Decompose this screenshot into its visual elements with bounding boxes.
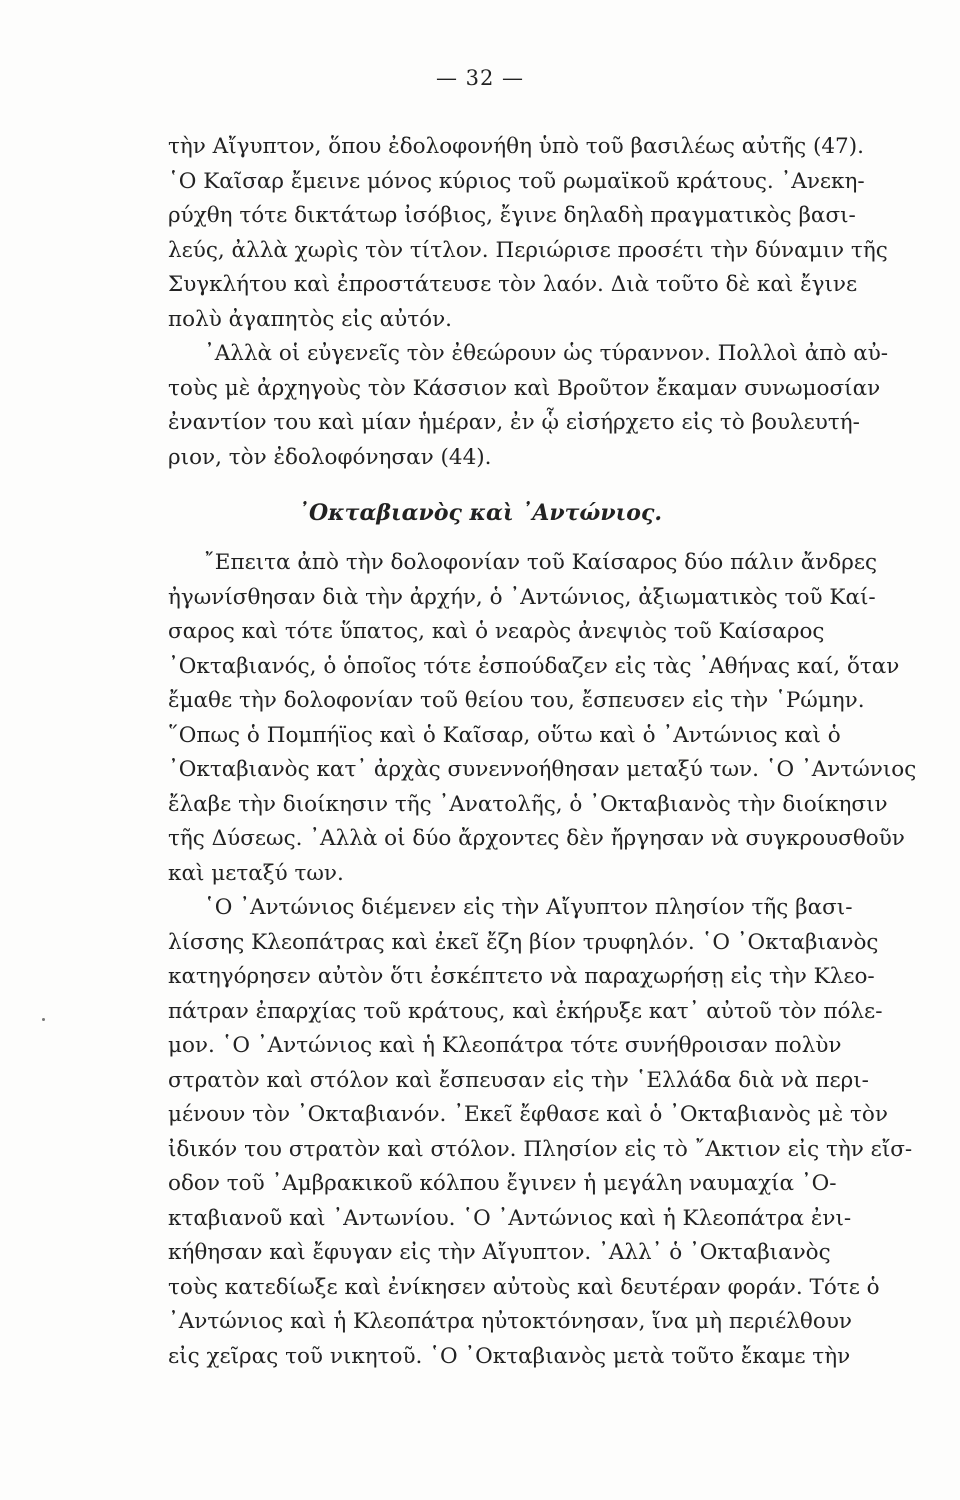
- text-line: πάτραν ἐπαρχίας τοῦ κράτους, καὶ ἐκήρυξε κατ᾿ αὐτοῦ τὸν πόλε-: [168, 998, 883, 1024]
- text-line: ἰδικόν του στρατὸν καὶ στόλον. Πλησίον εἰς τὸ ῎Ακτιον εἰς τὴν εἴσ-: [168, 1136, 913, 1162]
- paragraph-block-octavian-antony: [168, 546, 917, 1374]
- text-line: κήθησαν καὶ ἔφυγαν εἰς τὴν Αἴγυπτον. ᾿Αλλ᾿ ὁ ᾿Οκταβιανὸς: [168, 1240, 831, 1265]
- text-line: ῾Ο ᾿Αντώνιος διέμενεν εἰς τὴν Αἴγυπτον πλησίον τῆς βασι-: [204, 895, 853, 920]
- text-line: πολὺ ἀγαπητὸς εἰς αὐτόν.: [168, 306, 452, 332]
- text-line: ᾿Οκταβιανὸς κατ᾿ ἀρχὰς συνεννοήθησαν μεταξύ των. ῾Ο ᾿Αντώνιος: [168, 757, 917, 782]
- text-line: ῾Ο Καῖσαρ ἔμεινε μόνος κύριος τοῦ ρωμαϊκοῦ κράτους. ᾿Ανεκη-: [168, 168, 865, 194]
- text-line: ῎Επειτα ἀπὸ τὴν δολοφονίαν τοῦ Καίσαρος δύο πάλιν ἄνδρες: [204, 550, 878, 575]
- text-line: ρύχθη τότε δικτάτωρ ἰσόβιος, ἔγινε δηλαδὴ πραγματικὸς βασι-: [168, 203, 856, 228]
- text-line: λίσσης Κλεοπάτρας καὶ ἐκεῖ ἔζη βίον τρυφηλόν. ῾Ο ᾿Οκταβιανὸς: [168, 929, 879, 955]
- text-line: καὶ μεταξύ των.: [168, 860, 344, 886]
- text-line: μον. ῾Ο ᾿Αντώνιος καὶ ἡ Κλεοπάτρα τότε συνήθροισαν πολὺν: [168, 1033, 842, 1058]
- text-line: Συγκλήτου καὶ ἐπροστάτευσε τὸν λαόν. Διὰ τοῦτο δὲ καὶ ἔγινε: [168, 272, 858, 297]
- text-line: ᾿Αλλὰ οἱ εὐγενεῖς τὸν ἐθεώρουν ὡς τύραννον. Πολλοὶ ἀπὸ αὐ-: [204, 341, 889, 366]
- text-line: ἐναντίον του καὶ μίαν ἡμέραν, ἐν ᾧ εἰσήρχετο εἰς τὸ βουλευτή-: [168, 410, 860, 435]
- text-line: εἰς χεῖρας τοῦ νικητοῦ. ῾Ο ᾿Οκταβιανὸς μετὰ τοῦτο ἔκαμε τὴν: [168, 1343, 851, 1369]
- text-line: ἔλαβε τὴν διοίκησιν τῆς ᾿Ανατολῆς, ὁ ᾿Οκταβιανὸς τὴν διοίκησιν: [168, 791, 888, 817]
- text-line: τοὺς μὲ ἀρχηγοὺς τὸν Κάσσιον καὶ Βροῦτον ἔκαμαν συνωμοσίαν: [168, 375, 881, 401]
- text-line: τῆς Δύσεως. ᾿Αλλὰ οἱ δύο ἄρχοντες δὲν ἤργησαν νὰ συγκρουσθοῦν: [168, 826, 905, 851]
- text-line: σαρος καὶ τότε ὕπατος, καὶ ὁ νεαρὸς ἀνεψιὸς τοῦ Καίσαρος: [168, 619, 825, 644]
- text-line: ἔμαθε τὴν δολοφονίαν τοῦ θείου του, ἔσπευσεν εἰς τὴν ῾Ρώμην.: [168, 688, 865, 713]
- paragraph-block-caesar: [168, 130, 889, 475]
- page-number: — 32 —: [435, 66, 525, 90]
- text-line: ῞Οπως ὁ Πομπήϊος καὶ ὁ Καῖσαρ, οὕτω καὶ ὁ ᾿Αντώνιος καὶ ὁ: [168, 722, 841, 748]
- text-line: κταβιανοῦ καὶ ᾿Αντωνίου. ῾Ο ᾿Αντώνιος καὶ ἡ Κλεοπάτρα ἐνι-: [168, 1205, 852, 1231]
- text-line: κατηγόρησεν αὐτὸν ὅτι ἐσκέπτετο νὰ παραχωρήσῃ εἰς τὴν Κλεο-: [168, 964, 875, 989]
- text-line: ἠγωνίσθησαν διὰ τὴν ἀρχήν, ὁ ᾿Αντώνιος, ἀξιωματικὸς τοῦ Καί-: [168, 584, 876, 610]
- text-line: λεύς, ἀλλὰ χωρὶς τὸν τίτλον. Περιώρισε προσέτι τὴν δύναμιν τῆς: [168, 237, 888, 263]
- text-line: ᾿Αντώνιος καὶ ἡ Κλεοπάτρα ηὐτοκτόνησαν, ἵνα μὴ περιέλθουν: [168, 1309, 852, 1334]
- text-line: οδον τοῦ ᾿Αμβρακικοῦ κόλπου ἔγινεν ἡ μεγάλη ναυμαχία ᾿Ο-: [168, 1171, 837, 1196]
- text-line: στρατὸν καὶ στόλον καὶ ἔσπευσαν εἰς τὴν ῾Ελλάδα διὰ νὰ περι-: [168, 1067, 869, 1093]
- text-line: ᾿Οκταβιανός, ὁ ὁποῖος τότε ἐσπούδαζεν εἰς τὰς ᾿Αθήνας καί, ὅταν: [168, 653, 900, 679]
- text-line: ριον, τὸν ἐδολοφόνησαν (44).: [168, 444, 492, 470]
- section-heading: ᾿Οκταβιανὸς καὶ ᾿Αντώνιος.: [297, 500, 662, 526]
- text-line: μένουν τὸν ᾿Οκταβιανόν. ᾿Εκεῖ ἔφθασε καὶ ὁ ᾿Οκταβιανὸς μὲ τὸν: [168, 1102, 888, 1127]
- print-speck: [42, 1018, 45, 1021]
- text-line: τὴν Αἴγυπτον, ὅπου ἐδολοφονήθη ὑπὸ τοῦ βασιλέως αὐτῆς (47).: [168, 134, 864, 159]
- text-line: τοὺς κατεδίωξε καὶ ἐνίκησεν αὐτοὺς καὶ δευτέραν φοράν. Τότε ὁ: [168, 1274, 880, 1300]
